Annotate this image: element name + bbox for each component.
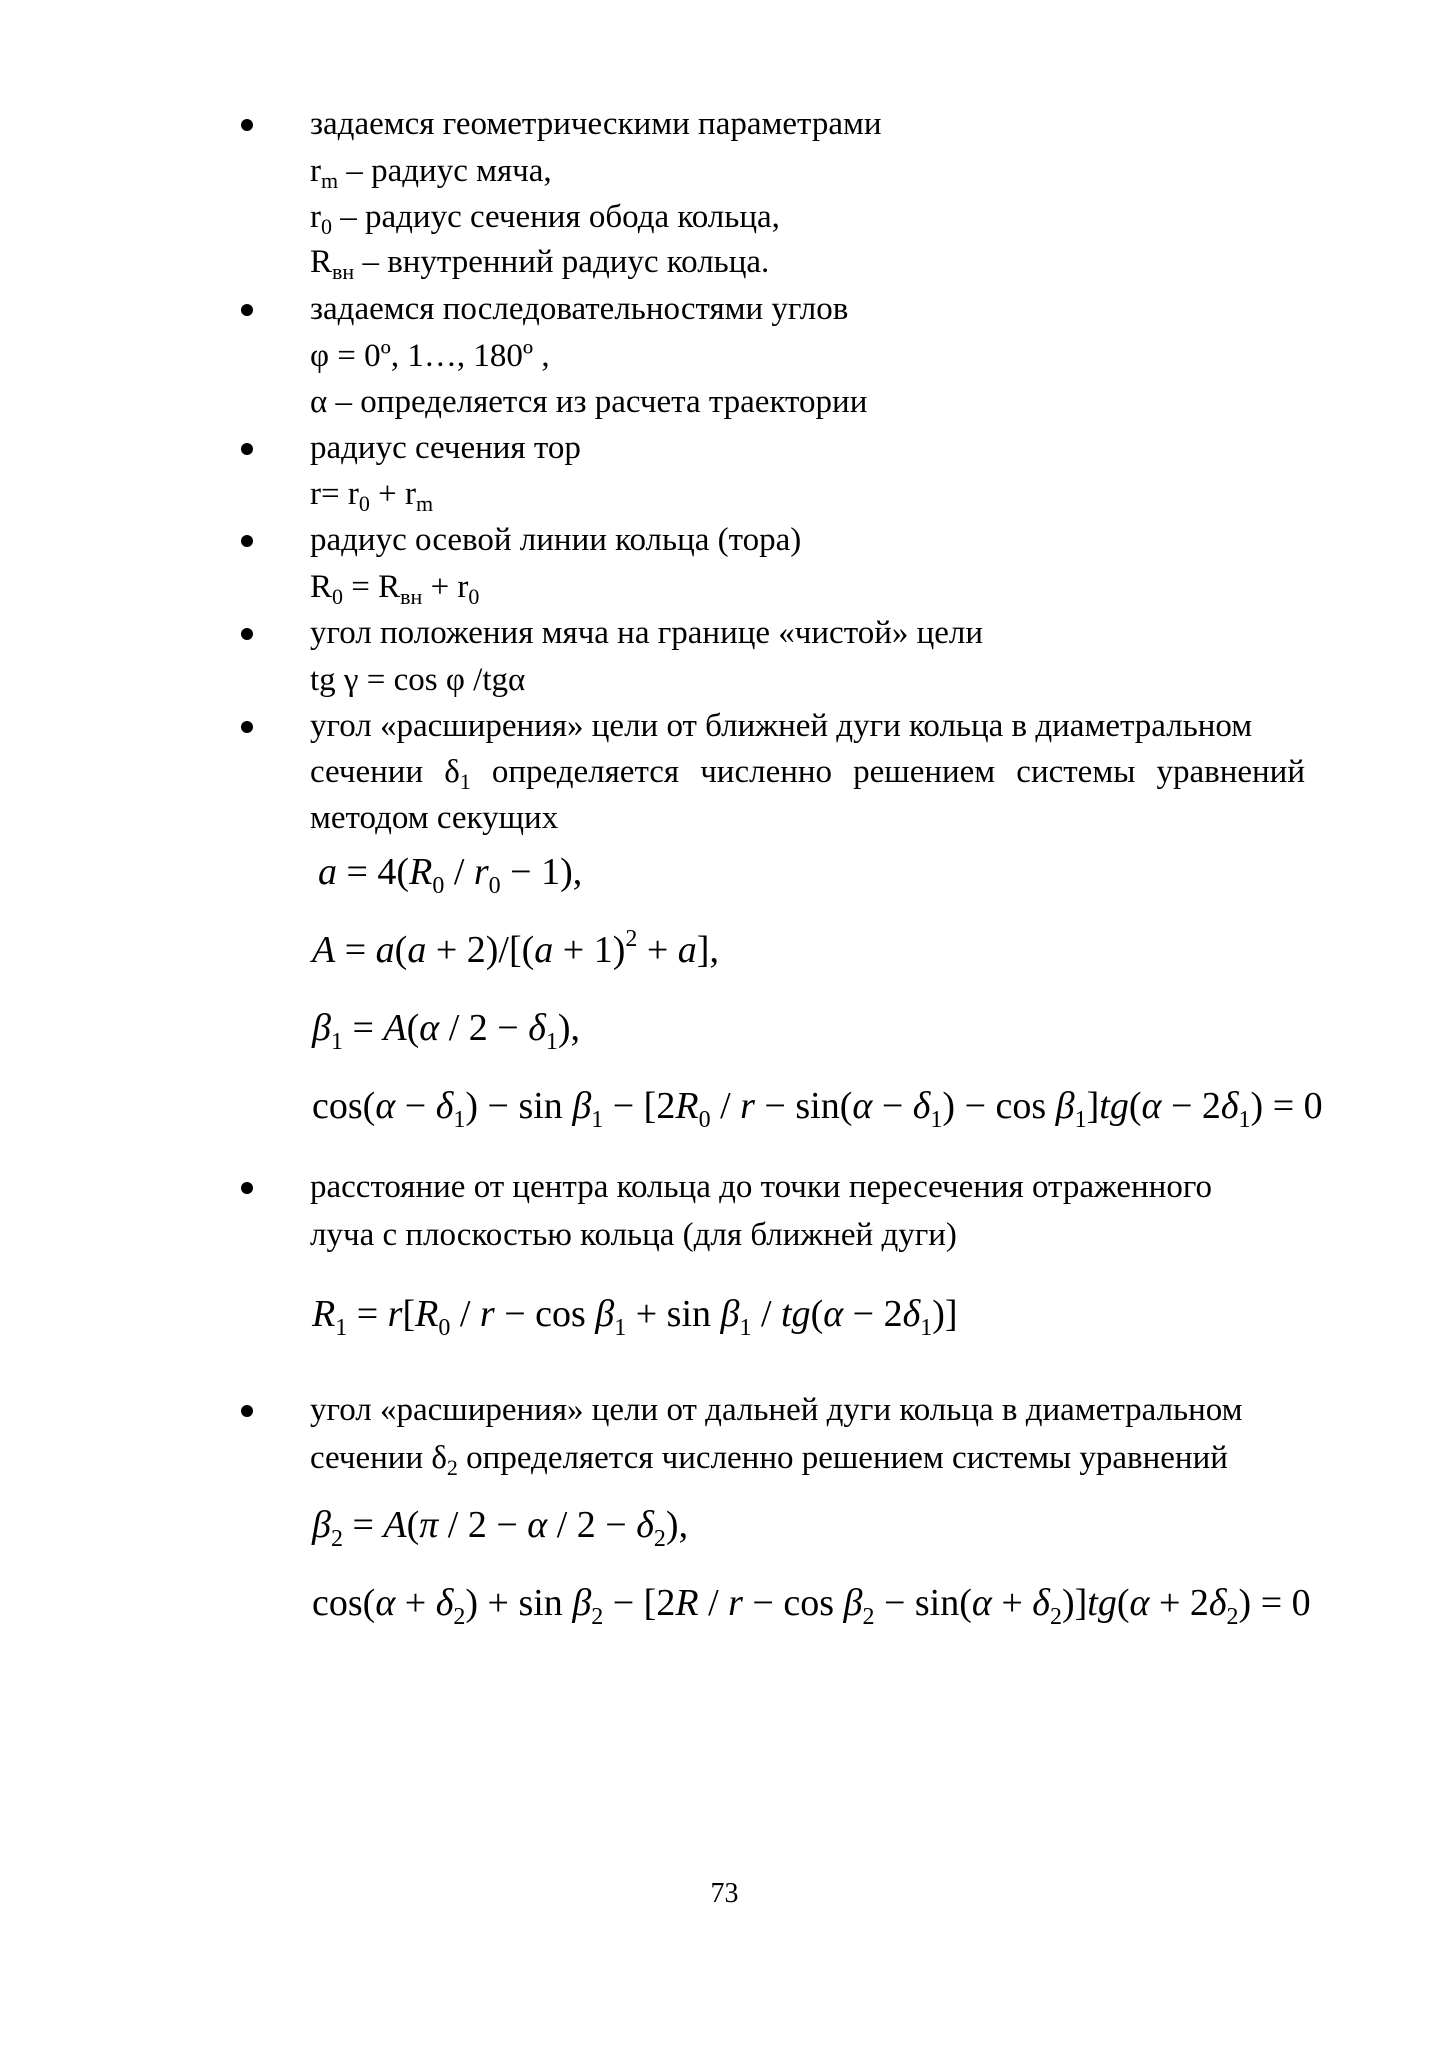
param-r0: $r_0$ – радиус сечения обода кольца, <box>310 199 780 239</box>
param-rvn: $R_{вн}$ – внутренний радиус кольца. <box>310 244 770 284</box>
alpha-note: α – определяется из расчета траектории <box>310 384 868 420</box>
formula-a: $a = 4(R_0 / r_0 - 1)$, <box>318 851 583 899</box>
bullet <box>238 279 258 339</box>
bullet <box>238 418 258 478</box>
formula-beta2: $\beta_2 = A(\pi / 2 - \alpha / 2 - \delta_2)$, <box>312 1504 689 1552</box>
bullet-text: угол положения мяча на границе «чистой» цели <box>310 615 984 651</box>
bullet-text: сечении $\delta_2$ определяется численно решением системы уравнений <box>310 1440 1228 1480</box>
bullet-text: расстояние от центра кольца до точки пересечения отраженного <box>310 1169 1213 1205</box>
bullet-text: задаемся последовательностями углов <box>310 291 849 327</box>
bullet <box>238 94 258 154</box>
bullet <box>238 510 258 570</box>
formula-R1: $R_1 = r[R_0 / r - \cos \beta_1 + \sin \beta_1 / tg(\alpha - 2\delta_1)]$ <box>312 1293 958 1341</box>
formula-R0: $R_0 = R_{вн} + r_0$ <box>310 569 480 609</box>
bullet <box>238 696 258 756</box>
param-rm: $r_m$ – радиус мяча, <box>310 153 552 193</box>
formula-system1: $\cos(\alpha - \delta_1) - \sin \beta_1 - [2R_0 / r - \sin(\alpha - \delta_1) - \cos \beta_1]tg(\alpha - 2\delta_1) = 0$ <box>312 1085 1323 1133</box>
bullet-text: луча с плоскостью кольца (для ближней дуги) <box>310 1217 957 1253</box>
bullet-text: задаемся геометрическими параметрами <box>310 106 882 142</box>
formula-beta1: $\beta_1 = A(\alpha / 2 - \delta_1)$, <box>312 1007 581 1055</box>
formula-system2: $\cos(\alpha + \delta_2) + \sin \beta_2 - [2R / r - \cos \beta_2 - \sin(\alpha + \delta_2)]tg(\alpha + 2\delta_2) = 0$ <box>312 1582 1311 1630</box>
bullet-text: методом секущих <box>310 800 559 836</box>
page-number: 73 <box>710 1878 739 1909</box>
phi-sequence: φ = 0º, 1…, 180º , <box>310 338 550 374</box>
bullet-text: угол «расширения» цели от дальней дуги кольца в диаметральном <box>310 1392 1243 1428</box>
formula-r: $r= r_0 + r_m$ <box>310 476 434 516</box>
formula-tg-gamma: tg γ = cos φ /tgα <box>310 662 526 698</box>
formula-A: $A = a(a + 2)/[(a + 1)^2 + a]$, <box>312 926 719 971</box>
bullet-text: угол «расширения» цели от ближней дуги кольца в диаметральном <box>310 708 1253 744</box>
bullet-text: сечении $\delta_1$ определяется численно решением системы уравнений <box>310 754 1305 794</box>
bullet <box>238 1157 258 1217</box>
bullet <box>238 603 258 663</box>
bullet-text: радиус сечения тор <box>310 430 581 466</box>
bullet <box>238 1380 258 1440</box>
bullet-text: радиус осевой линии кольца (тора) <box>310 522 802 558</box>
